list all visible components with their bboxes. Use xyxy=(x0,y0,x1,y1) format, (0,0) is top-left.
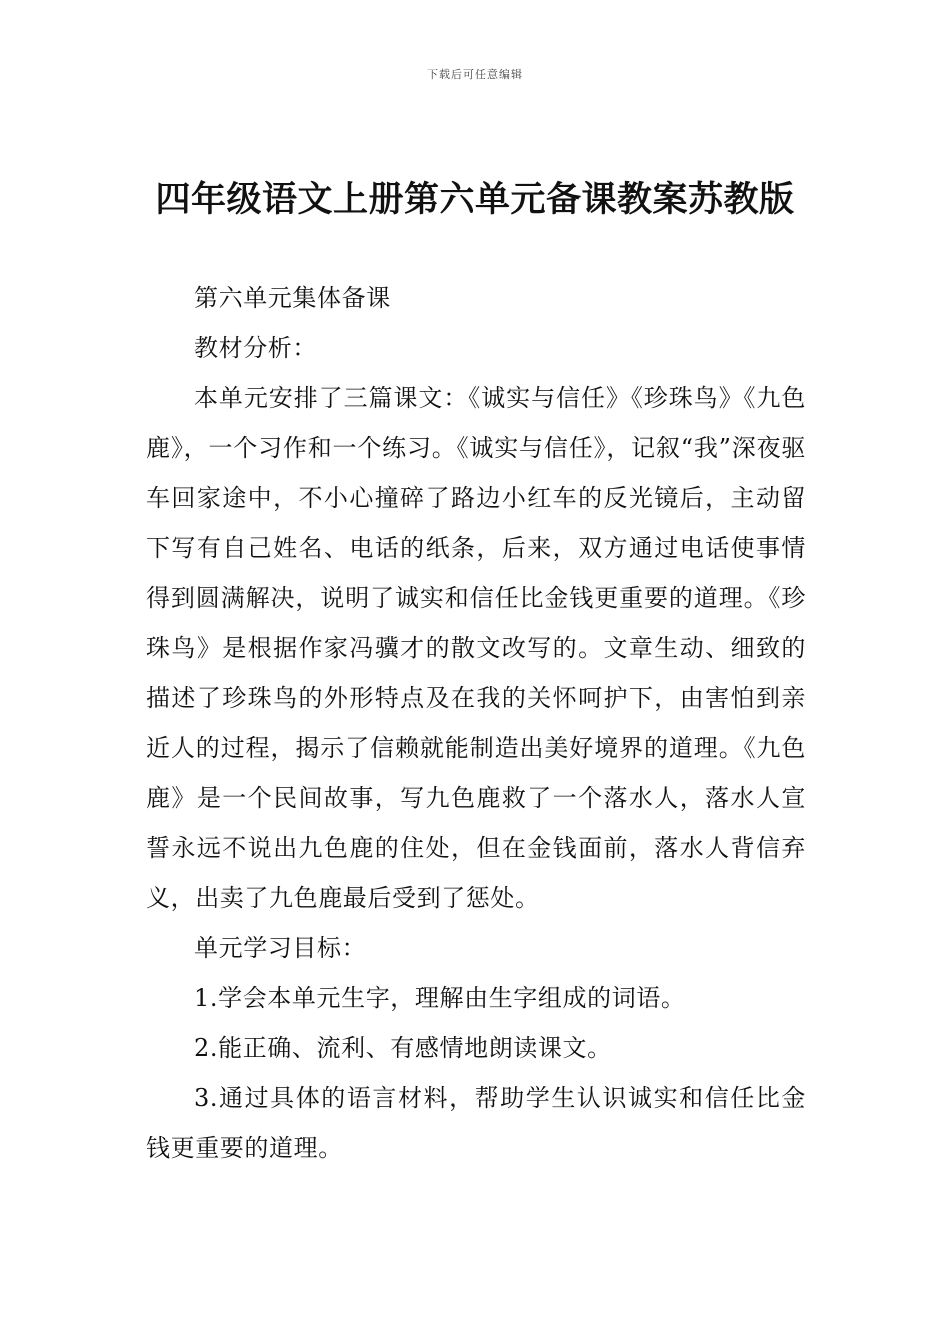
header-note: 下载后可任意编辑 xyxy=(427,68,523,81)
material-analysis-paragraph: 本单元安排了三篇课文：《诚实与信任》《珍珠鸟》《九色鹿》，一个习作和一个练习。《诚实与信任》，记叙“我”深夜驱车回家途中，不小心撞碎了路边小红车的反光镜后，主动留下写有自己姓名、电话的纸条，后来，双方通过电话使事情得到圆满解决，说明了诚实和信任比金钱更重要的道理。《珍珠鸟》是根据作家冯骥才的散文改写的。文章生动、细致的描述了珍珠鸟的外形特点及在我的关怀呵护下，由害怕到亲近人的过程，揭示了信赖就能制造出美好境界的道理。《九色鹿》是一个民间故事，写九色鹿救了一个落水人，落水人宣誓永远不说出九色鹿的住处，但在金钱面前，落水人背信弃义，出卖了九色鹿最后受到了惩处。 xyxy=(146,384,806,912)
section-heading-material-analysis: 教材分析： xyxy=(194,334,317,362)
section-heading-collective-prep: 第六单元集体备课 xyxy=(194,284,391,312)
document-title: 四年级语文上册第六单元备课教案苏教版 xyxy=(155,179,795,220)
section-heading-learning-goals: 单元学习目标： xyxy=(194,934,367,962)
learning-goal-item: 1.学会本单元生字，理解由生字组成的词语。 xyxy=(194,984,686,1012)
learning-goal-item: 2.能正确、流利、有感情地朗读课文。 xyxy=(194,1034,612,1062)
document-body xyxy=(146,273,806,1173)
learning-goal-item: 3.通过具体的语言材料，帮助学生认识诚实和信任比金钱更重要的道理。 xyxy=(146,1084,806,1162)
